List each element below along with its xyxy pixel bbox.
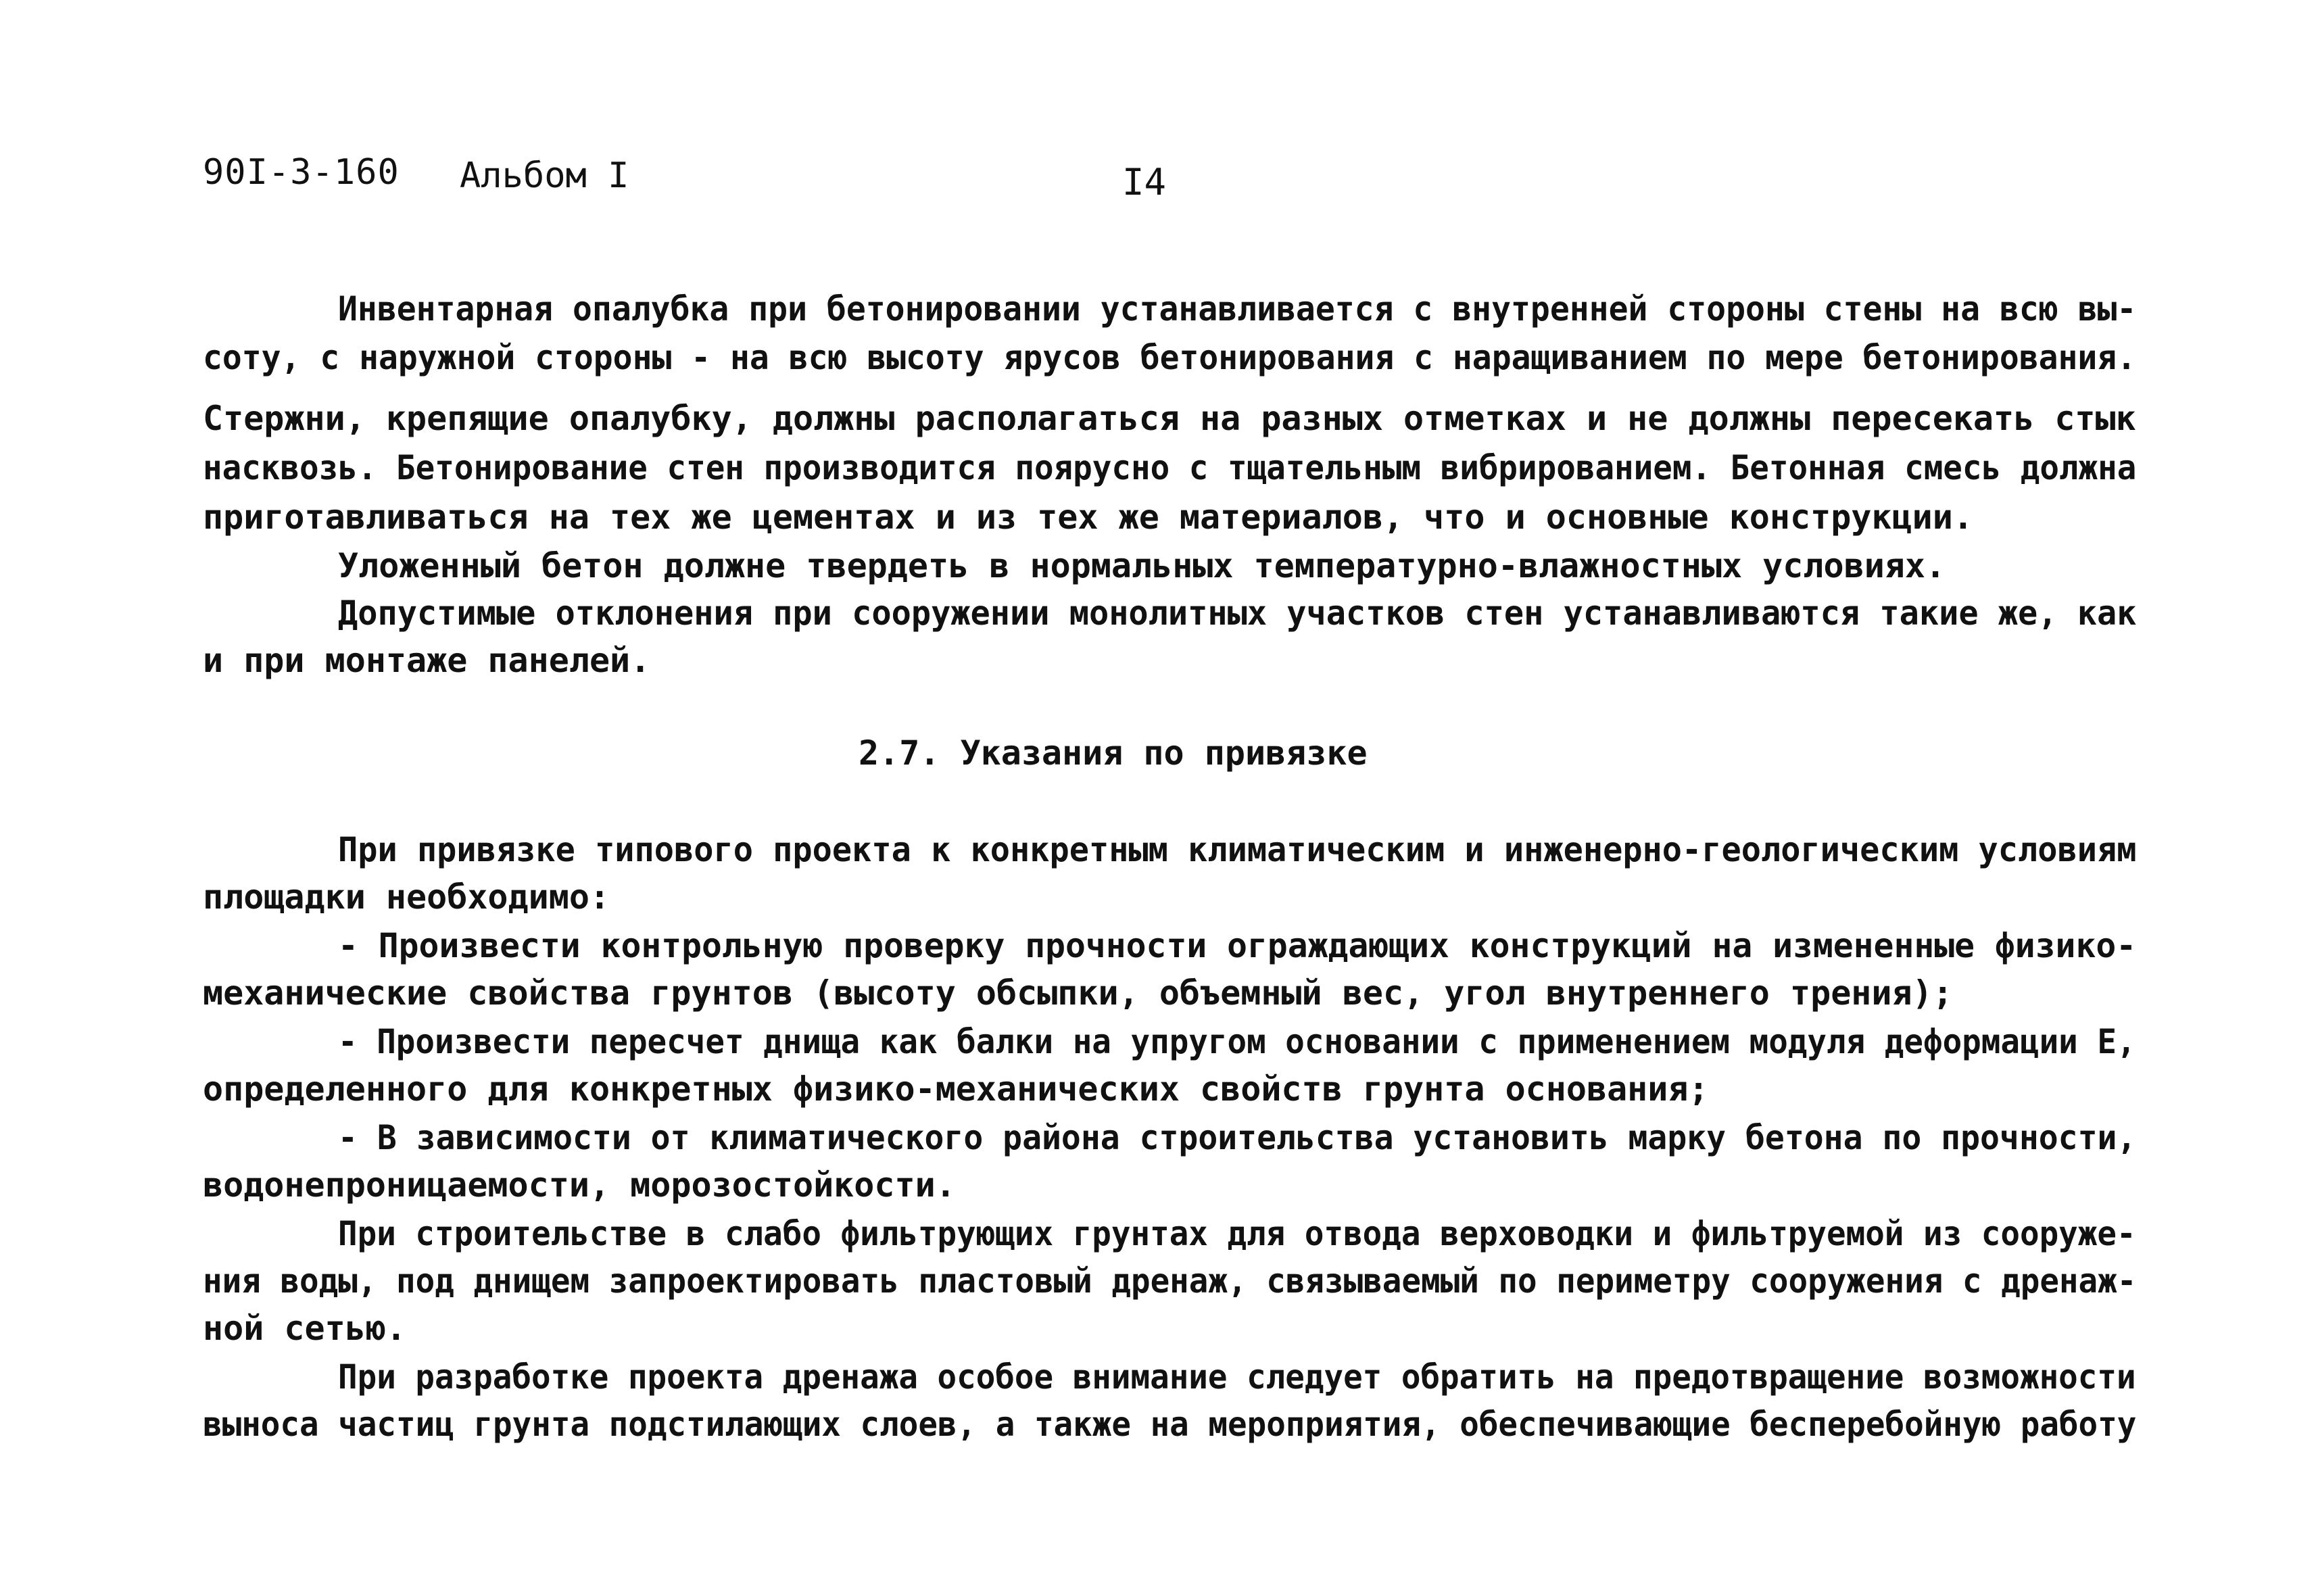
text-line: приготавливаться на тех же цементах и из тех же материалов, что и основные конструкции. <box>203 498 1973 537</box>
text-line: Инвентарная опалубка при бетонировании устанавливается с внутренней стороны стены на всю вы- <box>338 289 2137 329</box>
text-line: Уложенный бетон должне твердеть в нормальных температурно-влажностных условиях. <box>338 546 1946 585</box>
text-line: механические свойства грунтов (высоту обсыпки, объемный вес, угол внутреннего трения); <box>203 973 1953 1013</box>
page-number: I4 <box>1122 161 1167 203</box>
text-line: - В зависимости от климатического района строительства установить марку бетона по прочности, <box>338 1118 2137 1157</box>
text-line: соту, с наружной стороны - на всю высоту ярусов бетонирования с наращиванием по мере бетонирования. <box>203 338 2137 377</box>
text-line: - Произвести контрольную проверку прочности ограждающих конструкций на измененные физико- <box>338 926 2137 965</box>
text-line: площадки необходимо: <box>203 877 610 917</box>
text-line: При привязке типового проекта к конкретным климатическим и инженерно-геологическим условиям <box>338 830 2137 869</box>
album-label: Альбом I <box>460 155 629 196</box>
text-line: насквозь. Бетонирование стен производится поярусно с тщательным вибрированием. Бетонная смесь должна <box>203 448 2137 487</box>
text-line: - Произвести пересчет днища как балки на упругом основании с применением модуля деформации Е, <box>338 1022 2136 1061</box>
text-line: При разработке проекта дренажа особое внимание следует обратить на предотвращение возможности <box>338 1357 2136 1397</box>
text-line: При строительстве в слабо фильтрующих грунтах для отвода верховодки и фильтруемой из сооруже- <box>338 1214 2136 1253</box>
text-line: Стержни, крепящие опалубку, должны располагаться на разных отметках и не должны пересекать стык <box>203 399 2136 438</box>
text-line: водонепроницаемости, морозостойкости. <box>203 1165 956 1205</box>
text-line: выноса частиц грунта подстилающих слоев, а также на мероприятия, обеспечивающие бесперебойную работу <box>203 1405 2137 1444</box>
text-line: ной сетью. <box>203 1309 407 1348</box>
document-code: 90I-3-160 <box>203 152 400 193</box>
text-line: Допустимые отклонения при сооружении монолитных участков стен устанавливаются такие же, как <box>338 594 2137 633</box>
text-line: определенного для конкретных физико-механических свойств грунта основания; <box>203 1069 1709 1109</box>
section-heading: 2.7. Указания по привязке <box>859 733 1368 773</box>
text-line: и при монтаже панелей. <box>203 641 651 680</box>
text-line: ния воды, под днищем запроектировать пластовый дренаж, связываемый по периметру сооружения с дренаж- <box>203 1261 2137 1301</box>
